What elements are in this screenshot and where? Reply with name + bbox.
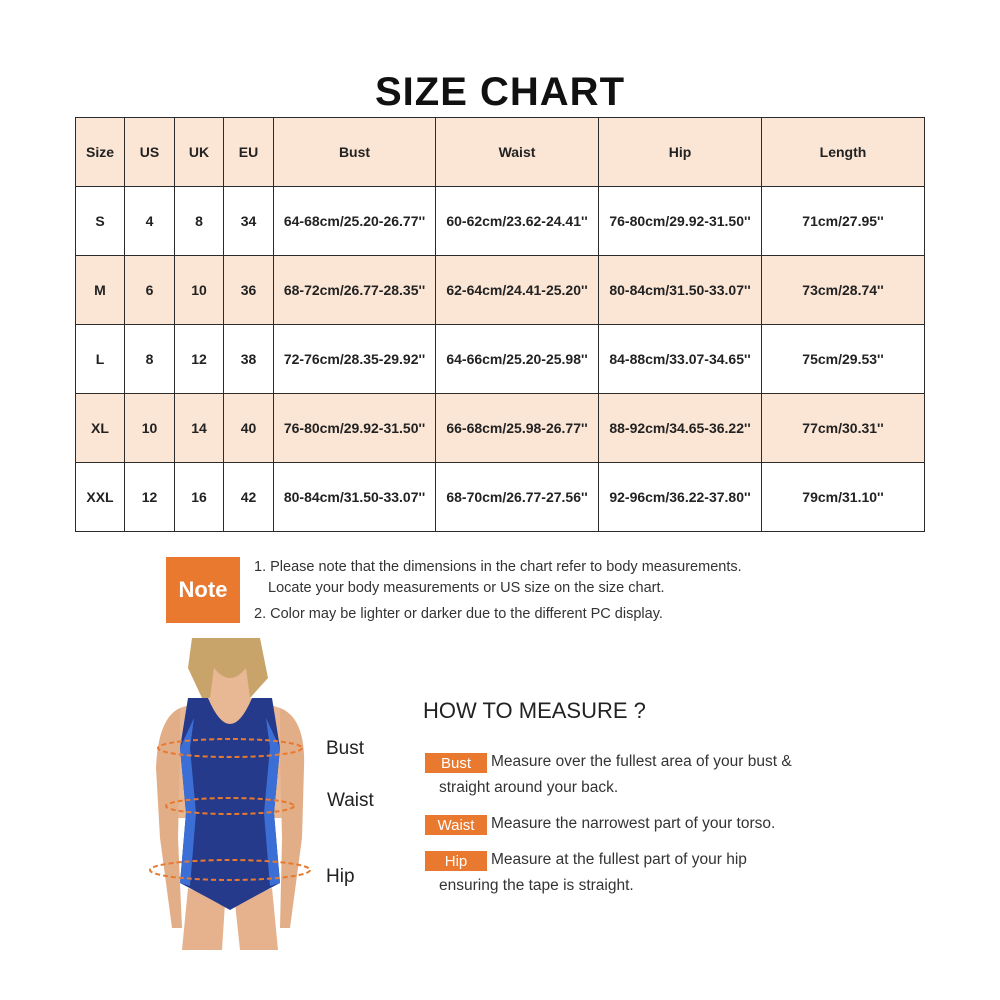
table-cell: 79cm/31.10'' <box>762 463 925 532</box>
table-cell: XXL <box>76 463 125 532</box>
table-cell: 36 <box>224 256 274 325</box>
bust-instruction-continued: straight around your back. <box>439 779 619 796</box>
table-cell: 10 <box>175 256 224 325</box>
table-header-cell: Hip <box>599 118 762 187</box>
table-cell: 66-68cm/25.98-26.77'' <box>436 394 599 463</box>
table-cell: 14 <box>175 394 224 463</box>
table-cell: 10 <box>125 394 175 463</box>
table-cell: 88-92cm/34.65-36.22'' <box>599 394 762 463</box>
table-row <box>76 463 925 532</box>
table-row <box>76 325 925 394</box>
table-header-cell: Size <box>76 118 125 187</box>
hip-instruction-continued: ensuring the tape is straight. <box>439 877 634 894</box>
table-cell: 76-80cm/29.92-31.50'' <box>599 187 762 256</box>
table-cell: 6 <box>125 256 175 325</box>
table-cell: 77cm/30.31'' <box>762 394 925 463</box>
table-row <box>76 394 925 463</box>
table-cell: 80-84cm/31.50-33.07'' <box>599 256 762 325</box>
table-header-cell: EU <box>224 118 274 187</box>
note-line-1: 1. Please note that the dimensions in the chart refer to body measurements. <box>254 559 742 575</box>
waist-instruction: Measure the narrowest part of your torso. <box>491 815 776 832</box>
page-title: SIZE CHART <box>375 70 625 114</box>
hip-instruction: Measure at the fullest part of your hip <box>491 851 747 868</box>
table-cell: 76-80cm/29.92-31.50'' <box>274 394 436 463</box>
table-cell: 73cm/28.74'' <box>762 256 925 325</box>
how-to-measure-title: HOW TO MEASURE ? <box>423 698 646 723</box>
table-cell: M <box>76 256 125 325</box>
bust-instruction: Measure over the fullest area of your bust & <box>491 753 792 770</box>
swimsuit-model-image <box>130 638 330 950</box>
table-cell: 4 <box>125 187 175 256</box>
table-header-cell: Waist <box>436 118 599 187</box>
table-header-cell: US <box>125 118 175 187</box>
table-cell: 60-62cm/23.62-24.41'' <box>436 187 599 256</box>
table-header-cell: Length <box>762 118 925 187</box>
table-header-row <box>76 118 925 187</box>
table-cell: 34 <box>224 187 274 256</box>
figure-label-bust: Bust <box>326 738 365 759</box>
table-cell: 71cm/27.95'' <box>762 187 925 256</box>
waist-tag: Waist <box>425 815 487 835</box>
table-header-cell: Bust <box>274 118 436 187</box>
size-chart-table <box>75 117 925 532</box>
table-cell: L <box>76 325 125 394</box>
table-cell: 8 <box>125 325 175 394</box>
table-cell: 64-68cm/25.20-26.77'' <box>274 187 436 256</box>
table-cell: 64-66cm/25.20-25.98'' <box>436 325 599 394</box>
table-cell: 12 <box>175 325 224 394</box>
table-cell: 72-76cm/28.35-29.92'' <box>274 325 436 394</box>
table-cell: 38 <box>224 325 274 394</box>
table-cell: 68-70cm/26.77-27.56'' <box>436 463 599 532</box>
figure-label-hip: Hip <box>326 866 355 887</box>
table-cell: 42 <box>224 463 274 532</box>
table-cell: S <box>76 187 125 256</box>
hip-tag: Hip <box>425 851 487 871</box>
table-cell: 80-84cm/31.50-33.07'' <box>274 463 436 532</box>
table-row <box>76 256 925 325</box>
table-cell: 92-96cm/36.22-37.80'' <box>599 463 762 532</box>
table-cell: XL <box>76 394 125 463</box>
swimsuit-model-illustration <box>130 638 330 950</box>
table-cell: 62-64cm/24.41-25.20'' <box>436 256 599 325</box>
table-header-cell: UK <box>175 118 224 187</box>
table-cell: 16 <box>175 463 224 532</box>
note-badge: Note <box>166 557 240 623</box>
note-line-1-continued: Locate your body measurements or US size on the size chart. <box>268 580 665 596</box>
table-cell: 8 <box>175 187 224 256</box>
table-cell: 84-88cm/33.07-34.65'' <box>599 325 762 394</box>
bust-tag: Bust <box>425 753 487 773</box>
table-cell: 75cm/29.53'' <box>762 325 925 394</box>
table-cell: 12 <box>125 463 175 532</box>
figure-label-waist: Waist <box>327 790 374 811</box>
table-cell: 40 <box>224 394 274 463</box>
table-cell: 68-72cm/26.77-28.35'' <box>274 256 436 325</box>
note-line-2: 2. Color may be lighter or darker due to the different PC display. <box>254 606 663 622</box>
table-row <box>76 187 925 256</box>
